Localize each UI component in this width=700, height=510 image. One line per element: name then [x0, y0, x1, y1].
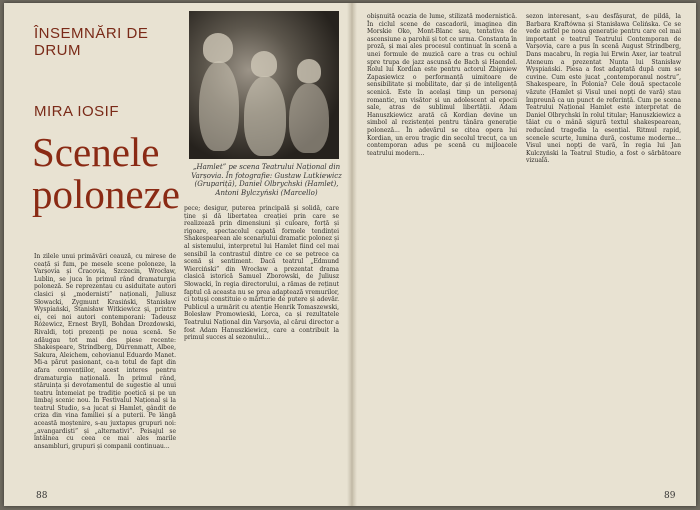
text-column-2: pece; desigur, puterea principală și solidă, care ține și dă libertatea creației prin care se realizează prin dimensiuni și culoare, forță și rigoare, spectacolul capată formele tendinței Shakespearean ale scenariului dramatic polonez și al sistemului, interpretul lui Hamlet fiind cel mai sensibil la contrastul dintre ce ce se petrece ca scenă și sentiment. Dacă teatrul „Edmund Wierciński” din Wrocław a prezentat drama clasică istorică Samuel Zborowski, de Juliusz Słowacki, în regia directorului, a rămas de reținut faptul că aceasta nu se prea adaptează vremurilor, ci totuși constituie o mărturie de putere și adevăr. Publicul a urmărit cu atenție Henrik Tomaszewski, Bolesław Promowieski, Lorca, ca și rezultatele Teatrului Național din Varșovia, al cărui director a fost Adam Hanuszkiewicz, care a contribuit la primul succes al sezonului...	[184, 205, 339, 342]
text-column-3: obișnuită ocazia de lume, stilizată modernistică. În ciclul scene de cascadorii, imaginea din Morskie Oko, Mont-Blanc sau, tentativa de ascensiune a parohii și tot ce urma. Constanta în proză, și mai ales procesul continuat în scenă a unei formule de muzică care a tras cu ochiul spre trupa de jazz ascunsă de Bach și Haendel. Rolul lui Kordian este pentru actorul Zbigniew Zapasiewicz o performanță uimitoare de sensibilitate și mobilitate, dar și de inteligență scenică. Este în același timp un personaj romantic, un visător și un adolescent al epocii sale, atras de sublimul libertății. Adam Hanuszkiewicz arată că Kordian devine un simbol al rezistenței pentru tânăra generație poloneză... În adevărul se citea opera lui Kordian, un erou tragic din secolul trecut, ca un contemporan adus pe scenă cu mijloacele teatrului modern...	[367, 13, 517, 157]
article-title	[32, 131, 182, 215]
page-number-right: 89	[664, 491, 676, 501]
actor-figure	[289, 83, 329, 153]
section-kicker: ÎNSEMNĂRI DE DRUM	[34, 25, 149, 59]
photo-caption: „Hamlet” pe scena Teatrului Național din Varșovia. În fotografie: Gustaw Lutkiewicz (Grupariță), Daniel Olbrychski (Hamlet), Antoni Bylczyński (Marcello)	[191, 163, 342, 197]
actor-figure	[244, 76, 286, 156]
magazine-spread	[4, 3, 696, 506]
text-column-4: sezon interesant, s-au desfășurat, de pildă, la Barbara Kraftówna și Stanisława Celińska. Ce se vede astfel pe noua generație pentru care cel mai important e teatrul Teatrului Contemporan de Varșovia, care a pus în scenă August Strindberg, Dans macabru, în regia lui Erwin Axer, iar teatrul Ateneum a prezentat Nunta lui Stanisław Wyspiański. Piesa a fost adaptată după cum se cuvine. Cum este jucat „contemporanul nostru”, Shakespeare, în Polonia? Cele două spectacole văzute (Hamlet și Visul unei nopți de vară) stau împreună ca un punct de referință. Cum pe scena Teatrului Național Hamlet este interpretat de Daniel Olbrychski în rolul titular; Hanuszkiewicz a tăiat cu o mână sigură textul shakespearean, reducând tragedia la esențial. Ritmul rapid, scenele scurte, lumina dură, costume moderne... Visul unei nopți de vară, în regia lui Jan Kulczyński la Teatrul Studio, a fost o sărbătoare vizuală.	[526, 13, 681, 165]
author-name: MIRA IOSIF	[34, 103, 120, 120]
actor-figure	[203, 33, 233, 63]
title-line-2: poloneze	[32, 171, 180, 217]
hamlet-production-photo	[189, 11, 339, 159]
book-gutter	[347, 3, 357, 506]
page-number-left: 88	[36, 491, 48, 501]
actor-figure	[251, 51, 277, 77]
text-column-1: În zilele unui primăvări ceauză, cu mirese de ceață și fum, pe mesele scene poloneze, la Varșovia și Cracovia, Szczecin, Wrocław, Lublin, se juca în primul rând dramaturgia poloneză. Se reprezentau cu asiduitate autori clasici și „modernisti” naționali, Juliusz Słowacki, Zygmunt Krasiński, Stanisław Wyspiański, Stanisław Witkiewicz și, printre ei, cei noi autori contemporani: Tadeusz Różewicz, Ernest Bryll, Bohdan Drozdowski, Rivaldi, toți prezenți pe noua scenă. Se adăugau tot mai des piese recente: Shakespeare, Strindberg, Dürrenmatt, Albee, Sakura, Aleichem, cehovianul Eduardo Manet. Mi-a părut pasionant, ca-n totul de fapt din afara convențiilor, acest interes pentru dramaturgia națională. În primul rând, stăruința și devotamentul de sugestie al unui teatru întemeiat pe tradiție poetică și pe un limbaj scenic nou. În Festivalul Național și la teatrul Studio, s-a jucat și Hamlet, gândit de criza din vina familiei și a puterii. Pe lângă această moștenire, s-au juxtapus grupuri noi: „avangardiști” și „alternativi”. Peisajul se întâlnea cu ceea ce mai ales marile ansambluri, grupuri și companii continuau...	[34, 253, 176, 450]
actor-figure	[199, 61, 239, 151]
title-line-1: Scenele	[32, 129, 160, 175]
actor-figure	[297, 59, 321, 83]
